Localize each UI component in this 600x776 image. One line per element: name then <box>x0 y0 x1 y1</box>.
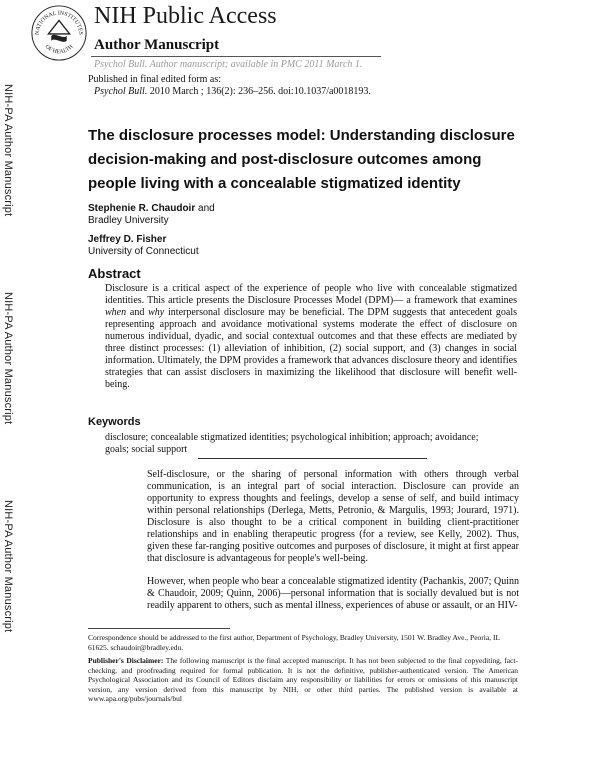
publication-citation <box>94 86 371 98</box>
journal-name: Psychol Bull. <box>94 86 148 97</box>
header-citation: Psychol Bull. Author manuscript; available in PMC 2011 March 1. <box>94 59 363 70</box>
header-subtitle: Author Manuscript <box>94 37 220 53</box>
article-title: The disclosure processes model: Understanding disclosure decision-making and post-disclosure outcomes among people living with a concealable stigmatized identity <box>88 127 515 192</box>
side-label-2 <box>2 292 24 452</box>
header-divider <box>91 56 381 57</box>
correspondence-note: Correspondence should be addressed to the first author, Department of Psychology, Bradley University, 1501 W. Bradley Ave., Peoria, IL 61625. schaudoir@bradley.edu. <box>88 633 500 652</box>
abstract-part: and <box>126 307 149 318</box>
section-divider <box>198 458 427 459</box>
author-1-affiliation: Bradley University <box>88 215 169 226</box>
abstract-part: interpersonal disclosure may be beneficial. The DPM suggests that antecedent goals representing approach and avoidance motivational systems moderate the effect of disclosure on numerous individual, dyadic, and social contextual outcomes and that these effects are mediated by three distinct processes: (1) alleviation of inhibition, (2) social support, and (3) changes in social information. Ultimately, the DPM provides a framework that advances disclosure theory and identifies strategies that can assist disclosers in maximizing the likelihood that disclosure will benefit well-being. <box>105 307 517 390</box>
body-paragraph-2: However, when people who bear a concealable stigmatized identity (Pachankis, 2007; Quinn & Chaudoir, 2009; Quinn, 2006)—personal information that is socially devalued but is not readily apparent to others, such as mental illness, experiences of abuse or assault, or an HIV- <box>147 576 519 611</box>
author-1 <box>88 203 215 215</box>
abstract-emphasis-when: when <box>105 307 127 318</box>
publication-details: 2010 March ; 136(2): 236–256. doi:10.1037/a0018193. <box>147 86 371 97</box>
published-note: Published in final edited form as: <box>88 74 222 85</box>
body-paragraph-1: Self-disclosure, or the sharing of personal information with others through verbal communication, is an integral part of social interaction. Disclosure can provide an opportunity to express thoughts and feelings, develop a sense of self, and build intimacy within personal relationships (Derlega, Metts, Petronio, & Margulis, 1993; Jourard, 1971). Disclosure is also thought to be a critical component in building client-practitioner relationships and in enabling therapeutic progress (for a review, see Kelly, 2002). Thus, given these far-ranging positive outcomes and purposes of disclosure, it might at first appear that disclosure is advantageous for people's well-being. <box>147 469 519 564</box>
seal-text-bottom: OF HEALTH <box>43 43 75 56</box>
header-title: NIH Public Access <box>94 3 277 29</box>
seal-text-top: NATIONAL INSTITUTES <box>34 10 84 36</box>
author-2-affiliation: University of Connecticut <box>88 246 199 257</box>
side-label-3 <box>2 500 24 660</box>
abstract-text <box>105 283 517 391</box>
nih-seal-logo <box>30 4 88 62</box>
svg-text:OF HEALTH <box>44 43 75 55</box>
abstract-part: Disclosure is a critical aspect of the experience of people who live with concealable stigmatized identities. This article presents the Disclosure Processes Model (DPM)— a framework that examines <box>105 283 517 306</box>
publisher-disclaimer <box>88 656 518 704</box>
footnote-divider <box>88 628 230 629</box>
side-label-text: NIH-PA Author Manuscript <box>2 84 14 217</box>
abstract-heading: Abstract <box>88 266 141 281</box>
disclaimer-text: The following manuscript is the final accepted manuscript. It has not been subjected to the final copyediting, fact-checking, and proofreading required for formal publication. It is not the definitive, publisher-authenticated version. The American Psychological Association and its Council of Editors disclaim any responsibility or liabilities for errors or omissions of this manuscript version, any version derived from this manuscript by NIH, or other third parties. The published version is available at www.apa.org/pubs/journals/bul <box>88 656 518 703</box>
keywords-heading: Keywords <box>88 416 141 428</box>
side-label-text: NIH-PA Author Manuscript <box>2 292 14 425</box>
svg-text:NATIONAL INSTITUTES <box>35 11 84 36</box>
side-label-text: NIH-PA Author Manuscript <box>2 500 14 633</box>
author-conjunction: and <box>195 203 215 214</box>
author-name: Stephenie R. Chaudoir <box>88 203 196 214</box>
author-name: Jeffrey D. Fisher <box>88 234 167 245</box>
abstract-emphasis-why: why <box>148 307 165 318</box>
side-label-1 <box>2 84 24 244</box>
keywords-list: disclosure; concealable stigmatized identities; psychological inhibition; approach; avoidance; goals; social support <box>105 432 479 455</box>
author-2 <box>88 234 166 246</box>
disclaimer-label: Publisher's Disclaimer: <box>88 656 164 665</box>
